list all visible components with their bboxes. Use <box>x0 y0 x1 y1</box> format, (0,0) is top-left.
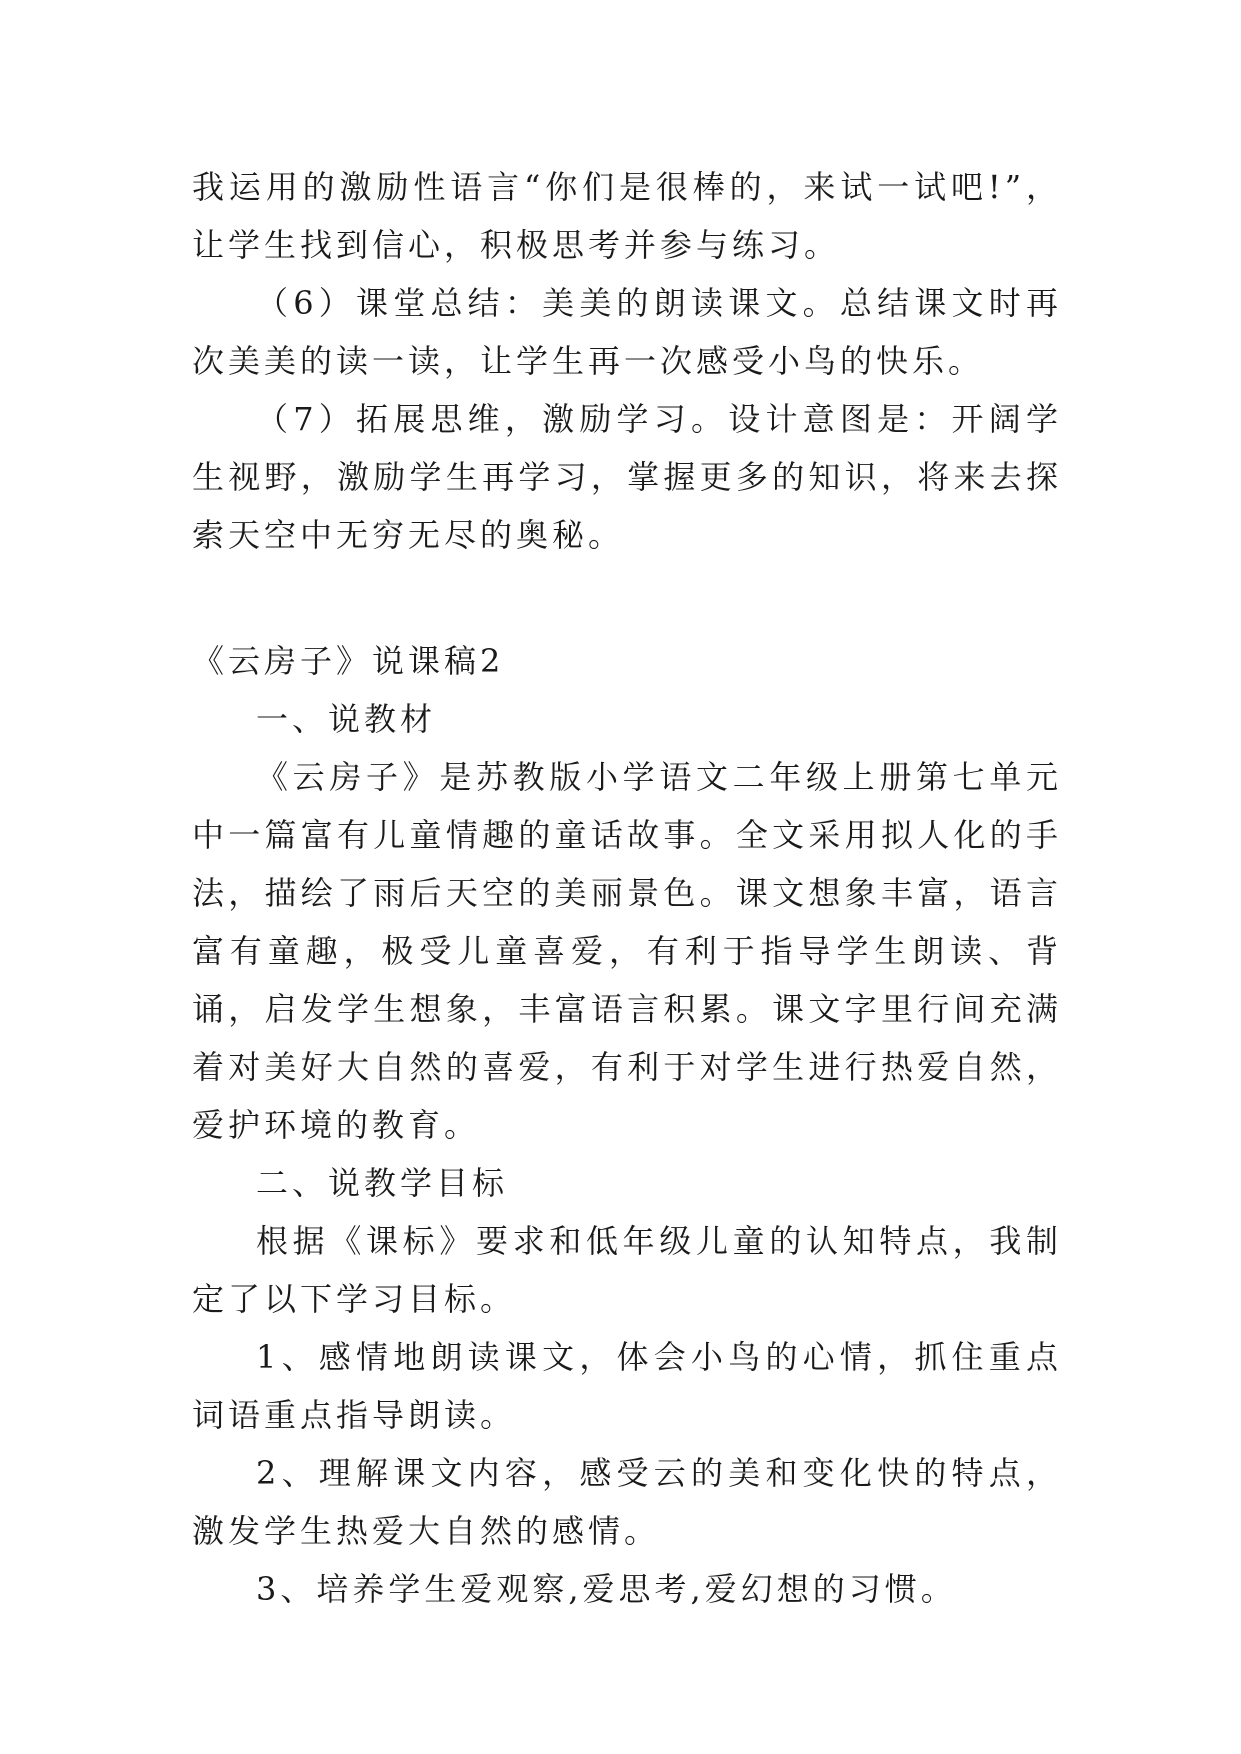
paragraph-encouragement: 我运用的激励性语言“你们是很棒的，来试一试吧!”，让学生找到信心，积极思考并参与练习。 <box>192 168 1062 264</box>
section-title: 《云房子》说课稿2 <box>192 642 505 680</box>
objective-item: 3、培养学生爱观察,爱思考,爱幻想的习惯。 <box>256 1570 957 1608</box>
paragraph-teaching-material: 《云房子》是苏教版小学语文二年级上册第七单元中一篇富有儿童情趣的童话故事。全文采用拟人化的手法，描绘了雨后天空的美丽景色。课文想象丰富，语言富有童趣，极受儿童喜爱，有利于指导学生朗读、背诵，启发学生想象，丰富语言积累。课文字里行间充满着对美好大自然的喜爱，有利于对学生进行热爱自然，爱护环境的教育。 <box>192 758 1062 1144</box>
paragraph-objectives-intro: 根据《课标》要求和低年级儿童的认知特点，我制定了以下学习目标。 <box>192 1222 1062 1318</box>
heading-teaching-material: 一、说教材 <box>256 700 437 738</box>
paragraph-class-summary: （6）课堂总结：美美的朗读课文。总结课文时再次美美的读一读，让学生再一次感受小鸟的快乐。 <box>192 284 1062 380</box>
heading-teaching-objectives: 二、说教学目标 <box>256 1164 509 1202</box>
paragraph-extend-thinking: （7）拓展思维，激励学习。设计意图是：开阔学生视野，激励学生再学习，掌握更多的知识，将来去探索天空中无穷无尽的奥秘。 <box>192 400 1062 554</box>
section-spacer <box>192 564 1062 632</box>
document-page <box>192 158 1062 1618</box>
objective-item: 1、感情地朗读课文，体会小鸟的心情，抓住重点词语重点指导朗读。 <box>192 1338 1062 1434</box>
objective-item: 2、理解课文内容，感受云的美和变化快的特点，激发学生热爱大自然的感情。 <box>192 1454 1062 1550</box>
